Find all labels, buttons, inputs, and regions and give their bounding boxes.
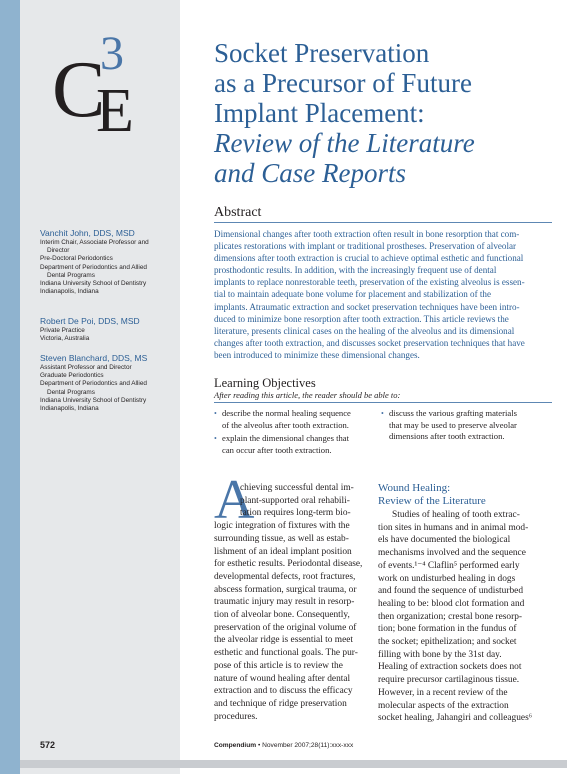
- author-affiliation: Indiana University School of Dentistry: [40, 396, 147, 404]
- abstract-line: prosthodontic results. In addition, with the increasingly frequent use of dental: [214, 265, 497, 276]
- body-line: and found the sequence of undisturbed: [378, 586, 524, 597]
- logo-e: E: [96, 77, 134, 145]
- objective-line: describe the normal healing sequence: [222, 408, 351, 418]
- author-affiliation: Private Practice: [40, 327, 85, 334]
- abstract-line: implants to replace nonrestorable teeth, preservation of the existing alveolus is essen-: [214, 277, 525, 288]
- author-affiliation: Dental Programs: [47, 271, 95, 279]
- title-line-italic: Review of the Literature: [214, 128, 475, 158]
- logo-c: C: [52, 46, 106, 134]
- abstract-line: literature, presents clinical cases on the healing of the alveolus and its dimensional: [214, 325, 515, 336]
- body-line: esthetic and functional goals. The pur-: [214, 648, 358, 659]
- body-line: then organization; crestal bone resorp-: [378, 611, 523, 622]
- body-line: tion of alveolar bone. Consequently,: [214, 610, 350, 621]
- body-line: surrounding tissue, as well as estab-: [214, 533, 349, 544]
- body-line: Studies of healing of tooth extrac-: [392, 510, 520, 520]
- body-line: filling with bone by the 31st day.: [378, 649, 502, 660]
- body-line: socket healing, Jahangiri and colleagues⁶: [378, 713, 532, 724]
- section-heading: [378, 482, 486, 508]
- bullet-icon: •: [214, 434, 217, 443]
- citation-text: • November 2007;28(11):xxx-xxx: [256, 742, 354, 749]
- body-line: els have documented the biological: [378, 535, 511, 546]
- journal-citation: [214, 742, 353, 749]
- body-line: tation requires long-term bio-: [240, 508, 351, 519]
- author-affiliation: Indianapolis, Indiana: [40, 288, 99, 296]
- author-affiliation: Pre-Doctoral Periodontics: [40, 255, 113, 263]
- objective-line: explain the dimensional changes that: [222, 433, 349, 443]
- abstract-text: [214, 228, 552, 361]
- body-line: However, in a recent review of the: [378, 687, 508, 698]
- body-column-right: [378, 509, 530, 725]
- body-line: mechanisms involved and the sequence: [378, 548, 526, 559]
- body-line: the socket; epithelization; and socket: [378, 637, 517, 648]
- abstract-line: tial to maintain adequate bone volume for placement and stabilization of the: [214, 289, 492, 300]
- abstract-heading: Abstract: [214, 205, 262, 220]
- author-name: Steven Blanchard, DDS, MS: [40, 353, 148, 363]
- author-affiliation: Graduate Periodontics: [40, 372, 104, 380]
- abstract-line: dimensions after tooth extraction is crucial to achieve optimal esthetic and functional: [214, 253, 524, 264]
- author-name: Vanchit John, DDS, MSD: [40, 228, 135, 238]
- body-line: pose of this article is to review the: [214, 660, 343, 671]
- body-line: for esthetic results. Periodontal disease,: [214, 559, 363, 570]
- objective-item: [381, 408, 517, 443]
- author-block: [40, 228, 180, 296]
- section-heading-line: Review of the Literature: [378, 495, 486, 507]
- objective-line: can occur after tooth extraction.: [222, 444, 332, 455]
- abstract-line: Dimensional changes after tooth extraction often result in bone resorption that com-: [214, 229, 520, 239]
- body-column-left: [214, 482, 366, 723]
- abstract-line: been introduced to minimize these dimensional changes.: [214, 349, 420, 360]
- author-affiliation: Indiana University School of Dentistry: [40, 280, 147, 288]
- author-affiliation: Department of Periodontics and Allied: [40, 263, 147, 271]
- objectives-subheading: After reading this article, the reader should be able to:: [214, 390, 401, 400]
- objective-line: dimensions after tooth extraction.: [389, 431, 505, 441]
- objectives-rule: [214, 402, 552, 403]
- author-block: [40, 353, 180, 413]
- body-line: developmental defects, root fractures,: [214, 571, 356, 582]
- abstract-line: duced to minimize bone resorption after tooth extraction. This article reviews the: [214, 313, 509, 324]
- author-affiliation: Dental Programs: [47, 388, 95, 396]
- article-title: [214, 38, 554, 188]
- journal-name: Compendium: [214, 742, 257, 749]
- objective-item: [214, 408, 351, 431]
- body-line: chieving successful dental im-: [240, 483, 354, 493]
- author-affiliation: Director: [47, 247, 70, 255]
- logo-3: 3: [100, 27, 124, 80]
- body-line: traumatic injury may result in resorp-: [214, 597, 355, 608]
- abstract-line: plicates restorations with implant or traditional prostheses. Preservation of alveolar: [214, 241, 517, 252]
- author-affiliation: Victoria, Australia: [40, 335, 90, 343]
- body-line: tion; bone formation in the fundus of: [378, 624, 517, 635]
- author-block: [40, 316, 180, 343]
- edge-stripe: [0, 0, 20, 774]
- body-line: procedures.: [214, 711, 258, 722]
- author-affiliation: Indianapolis, Indiana: [40, 405, 99, 413]
- body-line: abscess formation, surgical trauma, or: [214, 584, 357, 595]
- objectives-heading: Learning Objectives: [214, 376, 316, 390]
- bullet-icon: •: [214, 409, 217, 418]
- objective-item: [214, 433, 349, 456]
- body-line: tion sites in humans and in animal mod-: [378, 522, 529, 533]
- body-line: and technique of ridge preservation: [214, 698, 347, 709]
- author-affiliation: Assistant Professor and Director: [40, 364, 132, 371]
- footer-band: [20, 760, 567, 768]
- body-line: healing to be: blood clot formation and: [378, 598, 525, 609]
- author-name: Robert De Poi, DDS, MSD: [40, 316, 140, 326]
- body-line: require precursor cartilaginous tissue.: [378, 675, 520, 686]
- abstract-line: changes after tooth extraction, and discusses socket preservation techniques that have: [214, 337, 525, 348]
- body-line: logic integration of fixtures with the: [214, 521, 350, 532]
- objective-line: of the alveolus after tooth extraction.: [222, 419, 349, 430]
- title-line: Socket Preservation: [214, 38, 430, 68]
- body-line: work on undisturbed healing in dogs: [378, 573, 516, 584]
- drop-cap: A: [214, 469, 255, 531]
- body-line: nature of wound healing after dental: [214, 673, 351, 684]
- title-line: Implant Placement:: [214, 98, 425, 128]
- objective-line: that may be used to preserve alveolar: [389, 419, 517, 430]
- body-line: preservation of the original volume of: [214, 622, 357, 633]
- body-line: molecular aspects of the extraction: [378, 700, 509, 711]
- author-affiliation: Department of Periodontics and Allied: [40, 380, 147, 388]
- objective-line: discuss the various grafting materials: [389, 408, 517, 418]
- body-line: Healing of extraction sockets does not: [378, 662, 522, 673]
- page-number: 572: [40, 740, 56, 750]
- abstract-line: implants. Atraumatic extraction and socket preservation techniques have been intro-: [214, 301, 520, 312]
- body-line: lishment of an ideal implant position: [214, 546, 352, 557]
- author-affiliation: Interim Chair, Associate Professor and: [40, 239, 149, 246]
- title-line: as a Precursor of Future: [214, 68, 472, 98]
- body-line: extraction and to discuss the efficacy: [214, 686, 353, 697]
- title-line-italic: and Case Reports: [214, 158, 406, 188]
- body-line: the alveolar ridge is essential to meet: [214, 635, 354, 646]
- body-line: plant-supported oral rehabili-: [240, 495, 350, 506]
- body-line: of events.¹⁻⁴ Claflin⁵ performed early: [378, 560, 520, 571]
- abstract-rule: [214, 222, 552, 223]
- bullet-icon: •: [381, 409, 384, 418]
- section-heading-line: Wound Healing:: [378, 482, 451, 494]
